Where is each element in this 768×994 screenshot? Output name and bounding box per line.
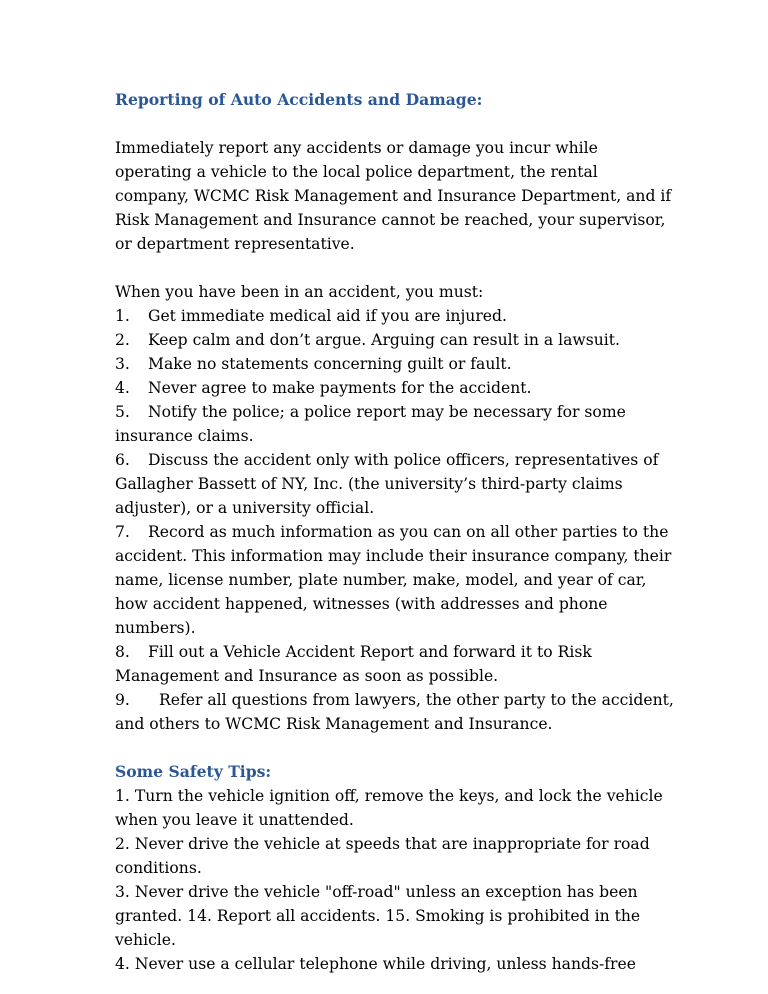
list-item: 3. Never drive the vehicle "off-road" unless an exception has been granted. 14. Report all accidents. 15. Smoking is prohibited in the vehicle. (115, 883, 641, 949)
steps-lead: When you have been in an accident, you must: (115, 283, 484, 301)
item-text: Fill out a Vehicle Accident Report and forward it to Risk Management and Insurance as soon as possible. (115, 643, 592, 685)
item-number: 2. (115, 331, 130, 349)
item-number: 9. (115, 691, 130, 709)
item-text: Keep calm and don’t argue. Arguing can result in a lawsuit. (148, 331, 620, 349)
intro-paragraph: Immediately report any accidents or damage you incur while operating a vehicle to the local police department, the rental company, WCMC Risk Management and Insurance Department, and if Risk Management and Insurance cannot be reached, your supervisor, or department representative. (115, 139, 672, 253)
item-number: 4. (115, 379, 130, 397)
list-item (115, 448, 675, 520)
safety-tips-list (115, 784, 675, 976)
item-text: Discuss the accident only with police officers, representatives of Gallagher Bassett of NY, Inc. (the university’s third-party claims adjuster), or a university official. (115, 451, 659, 517)
item-text: Record as much information as you can on all other parties to the accident. This information may include their insurance company, their name, license number, plate number, make, model, and year of car, how accident happened, witnesses (with addresses and phone numbers). (115, 523, 672, 637)
list-item: 2. Never drive the vehicle at speeds that are inappropriate for road conditions. (115, 835, 650, 877)
item-number: 3. (115, 355, 130, 373)
item-text: Notify the police; a police report may be necessary for some insurance claims. (115, 403, 626, 445)
item-text: Refer all questions from lawyers, the other party to the accident, and others to WCMC Risk Management and Insurance. (115, 691, 674, 733)
document-body (115, 88, 675, 976)
list-item (115, 376, 675, 400)
item-number: 8. (115, 643, 130, 661)
item-number: 7. (115, 523, 130, 541)
item-number: 1. (115, 307, 130, 325)
item-text: Get immediate medical aid if you are injured. (148, 307, 507, 325)
list-item (115, 688, 675, 736)
list-item (115, 328, 675, 352)
list-item (115, 352, 675, 376)
list-item: 4. Never use a cellular telephone while driving, unless hands-free (115, 955, 636, 973)
accident-steps-list (115, 304, 675, 736)
item-number: 5. (115, 403, 130, 421)
list-item (115, 304, 675, 328)
list-item (115, 400, 675, 448)
item-text: Never agree to make payments for the accident. (148, 379, 532, 397)
section-heading-reporting: Reporting of Auto Accidents and Damage: (115, 90, 483, 109)
item-number: 6. (115, 451, 130, 469)
list-item (115, 640, 675, 688)
list-item (115, 520, 675, 640)
item-text: Make no statements concerning guilt or fault. (148, 355, 512, 373)
list-item: 1. Turn the vehicle ignition off, remove the keys, and lock the vehicle when you leave it unattended. (115, 787, 663, 829)
section-heading-safety-tips: Some Safety Tips: (115, 762, 272, 781)
